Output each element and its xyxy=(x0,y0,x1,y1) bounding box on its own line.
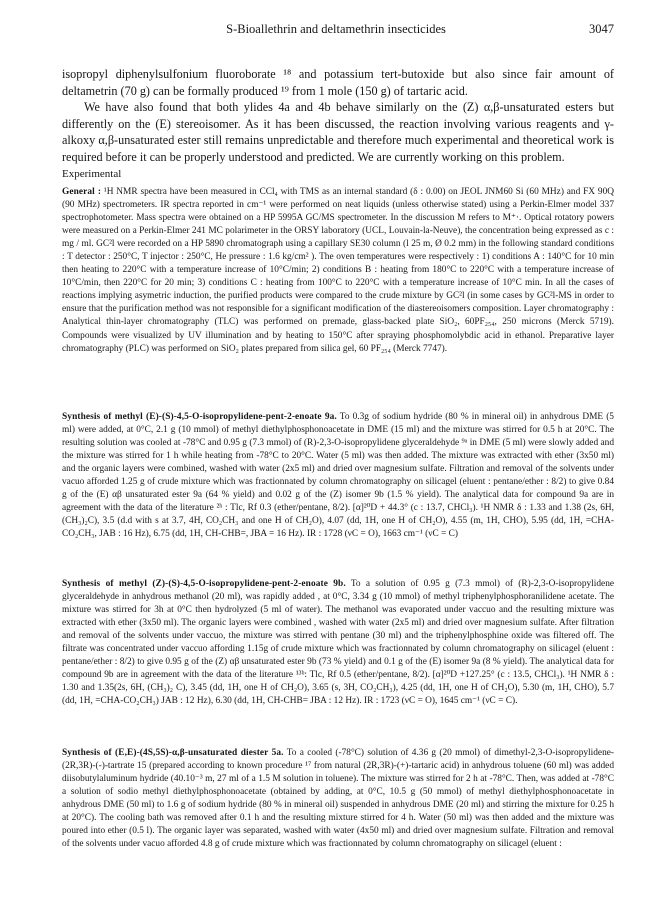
synthesis-9a-section xyxy=(62,411,614,541)
experimental-heading: Experimental xyxy=(62,167,122,180)
synthesis-9b-text: To a solution of 0.95 g (7.3 mmol) of (R)-2,3-O-isopropylidene glyceraldehyde in anhydrous methanol (20 ml), was rapidly added , at 0°C, 3.34 g (10 mmol) of methyl triphenylphosphoranilidene acetate. The mixture was stirred for 3h at 0°C then hydrolyzed (5 ml of water). The methanol was evaporated under vaccuo and the resulting mixture was extracted with ether (3x50 ml). The organic layers were combined , washed with water (2x5 ml) and dried over magnesium sulfate. After filtration and removal of the solvents under vaccuo, the mixture was stirred with pentane (30 ml) and the triphenylphosphine oxide was filtered off. The filtrate was concentrated under vaccuo affording 1.15g of crude mixture which was fractionnated by column chromatography on silicagel (eluent : pentane/ether : 8/2) to give 0.95 g of the (Z) αβ unsaturated ester 9b (73 % yield) and 0.1 g of the (E) isomer 9a (8 % yield). The analytical data for compound 9b are in agreement with the data of the literature ¹³ᵇ: Tlc, Rf 0.5 (ether/pentane, 8/2). [α]²⁰D +127.25° (c : 13.5, CHCl₃). ¹H NMR δ : 1.30 and 1.35(2s, 6H, (CH₃)₂ C), 3.45 (dd, 1H, one H of CH₂O), 3.65 (s, 3H, CO₂CH₃), 4.25 (dd, 1H, one H of CH₂O), 5.30 (m, 1H, CHO), 5.7 (dd, 1H, =CHA-CO₂CH₃) JAB : 12 Hz), 6.30 (dd, 1H, CH-CHB= JBA : 12 Hz). IR : 1723 (νC = O), 1645 cm⁻¹ (νC = C). xyxy=(62,579,615,707)
synthesis-9b-heading: Synthesis of methyl (Z)-(S)-4,5-O-isopropylidene-pent-2-enoate 9b. xyxy=(62,579,346,589)
general-text: ¹H NMR spectra have been measured in CCl₄ with TMS as an internal standard (δ : 0.00) on JEOL JNM60 Si (60 MHz) and FX 90Q (90 MHz) spectrometers. IR spectra reported in cm⁻¹ were performed on neat liquids (unless otherwise stated) using a Perkin-Elmer model 337 spectrophotometer. Mass spectra were obtained on a HP 5995A GC/MS spectrometer. In the discussion M refers to M⁺·. Optical rotatory powers were measured on a Perkin-Elmer 241 MC polarimeter in the ORSY laboratory (UCL, Louvain-la-Neuve), the concentration being expressed as c : mg / ml. GC²l were recorded on a HP 5890 chromatograph using a capillary SE30 column (l 25 m, Ø 0.2 mm) in the following standard conditions : T detector : 250°C, T injector : 250°C, He pressure : 1.6 kg/cm² ). The oven temperatures were respectively : 1) conditions A : 140°C for 10 min then heating to 220°C with a temperature increase of 10°C/min; 2) conditions B : heating from 180°C to 220°C with a temperature increase of 10°C/min, then 220°C for 20 min; 3) conditions C : heating from 100°C to 220°C with a temperature increase of 10°C min. In all the cases of reactions implying asymetric induction, the purified products were compared to the crude mixture by GC²l (in some cases by GC²l-MS in order to ensure that the purification method was not responsible for a significant modification of the diastereoisomers composition. Layer chromatography : Analytical thin-layer chromatography (TLC) was performed on premade, glass-backed plate SiO₂, 60PF₂₅₄, 250 microns (Merck 5719). Compounds were visualized by UV illumination and by heating to 150°C after spraying phosphomolybdic acid in ethanol. Preparative layer chromatography (PLC) was performed on SiO₂ plates prepared from silica gel, 60 PF₂₅₄ (Merck 7747). xyxy=(62,187,614,354)
running-title: S-Bioallethrin and deltamethrin insecticides xyxy=(226,22,446,36)
general-section xyxy=(62,186,614,356)
synthesis-9a-text: To 0.3g of sodium hydride (80 % in mineral oil) in anhydrous DME (5 ml) were added, at 0°C, 2.1 g (10 mmol) of methyl diethylphosphonoacetate in DME (15 ml) and the mixture was stirred for 0.5 h at 20°C. The resulting solution was cooled at -78°C and 0.95 g (7.3 mmol) of (R)-2,3-O-isopropylidene glyceraldehyde ⁹ᵃ in DME (5 ml) were slowly added and the mixture was stirred for 1 h while heating from -78°C to 20°C. Water (5 ml) was then added. The mixture was extracted with ether (3x50 ml) and the organic layers were combined, washed with water (2x5 ml) and dried over magnesium sulfate. Filtration and removal of the solvents under vacuo afforded 1.25 g of crude mixture which was fractionnated by column chromatography on silicagel (eluent : pentane/ether : 8/2) to give 0.84 g of the (E) αβ unsaturated ester 9a (64 % yield) and 0.02 g of the (Z) isomer 9b (1.5 % yield). The analytical data for compound 9a are in agreement with the data of the literature ²ʰ : Tlc, Rf 0.3 (ether/pentane, 8/2). [α]²⁰D + 44.3° (c : 13.7, CHCl₃). ¹H NMR δ : 1.33 and 1.38 (2s, 6H, (CH₃)₂C), 3.5 (d.d with s at 3.7, 4H, CO₂CH₃ and one H of CH₂O), 4.07 (dd, 1H, one H of CH₂O), 4.55 (m, 1H, CHO), 5.95 (dd, 1H, =CHA-CO₂CH₃, JAB : 16 Hz), 6.75 (dd, 1H, CH-CHB=, JBA = 16 Hz). IR : 1728 (νC = O), 1663 cm⁻¹ (νC = C) xyxy=(62,412,614,540)
general-heading: General : xyxy=(62,187,102,197)
synthesis-9a-heading: Synthesis of methyl (E)-(S)-4,5-O-isopropylidene-pent-2-enoate 9a. xyxy=(62,412,337,422)
intro-paragraph-2: We have also found that both ylides 4a and 4b behave similarly on the (Z) α,β-unsaturated esters but differently on the (E) stereoisomer. As it has been discussed, the reaction involving various reagents and γ-alkoxy α,β-unsaturated ester still remains unpredictable and therefore much experimental and theoretical work is required before it can be properly understood and predicted. We are currently working on this problem. xyxy=(62,100,614,164)
page-number: 3047 xyxy=(589,22,614,36)
synthesis-9b-section xyxy=(62,578,614,708)
synthesis-5a-text: To a cooled (-78°C) solution of 4.36 g (20 mmol) of dimethyl-2,3-O-isopropylidene-(2R,3R)-(-)-tartrate 15 (prepared according to known procedure ¹⁷ from natural (2R,3R)-(+)-tartaric acid) in anhydrous toluene (60 ml) was added diisobutylaluminum hydride (40.10⁻³ m, 27 ml of a 1.5 M solution in toluene). The mixture was stirred for 2 h at -78°C. Then, was added at -78°C a solution of sodio methyl diethylphosphonoacetate (obtained by adding, at 0°C, 10.5 g (50 mmol) of methyl diethylphosphonoacetate in anhydrous DME (50 ml) to 1.6 g of sodium hydride (80 % in mineral oil) suspended in anhydrous DME (20 ml) and stirring the mixture for 0.25 h at 20°C). The cooling bath was removed after 0.1 h and the resulting mixture stirred for 4 h. Water (50 ml) was then added and the mixture was poured into ether (0.5 l). The organic layer was separated, washed with water (4x50 ml) and dried over magnesium sulfate. Filtration and removal of the solvents under vacuo afforded 4.8 g of crude mixture which was fractionnated by column chromatography on silicagel (eluent : xyxy=(62,748,615,850)
intro-section xyxy=(62,66,614,182)
synthesis-5a-section xyxy=(62,747,614,851)
intro-paragraph-1: isopropyl diphenylsulfonium fluoroborate ¹⁸ and potassium tert-butoxide but also since fair amount of deltametrin (70 g) can be formally produced ¹⁹ from 1 mole (150 g) of tartaric acid. xyxy=(62,67,614,98)
synthesis-5a-heading: Synthesis of (E,E)-(4S,5S)-α,β-unsaturated diester 5a. xyxy=(62,748,284,758)
